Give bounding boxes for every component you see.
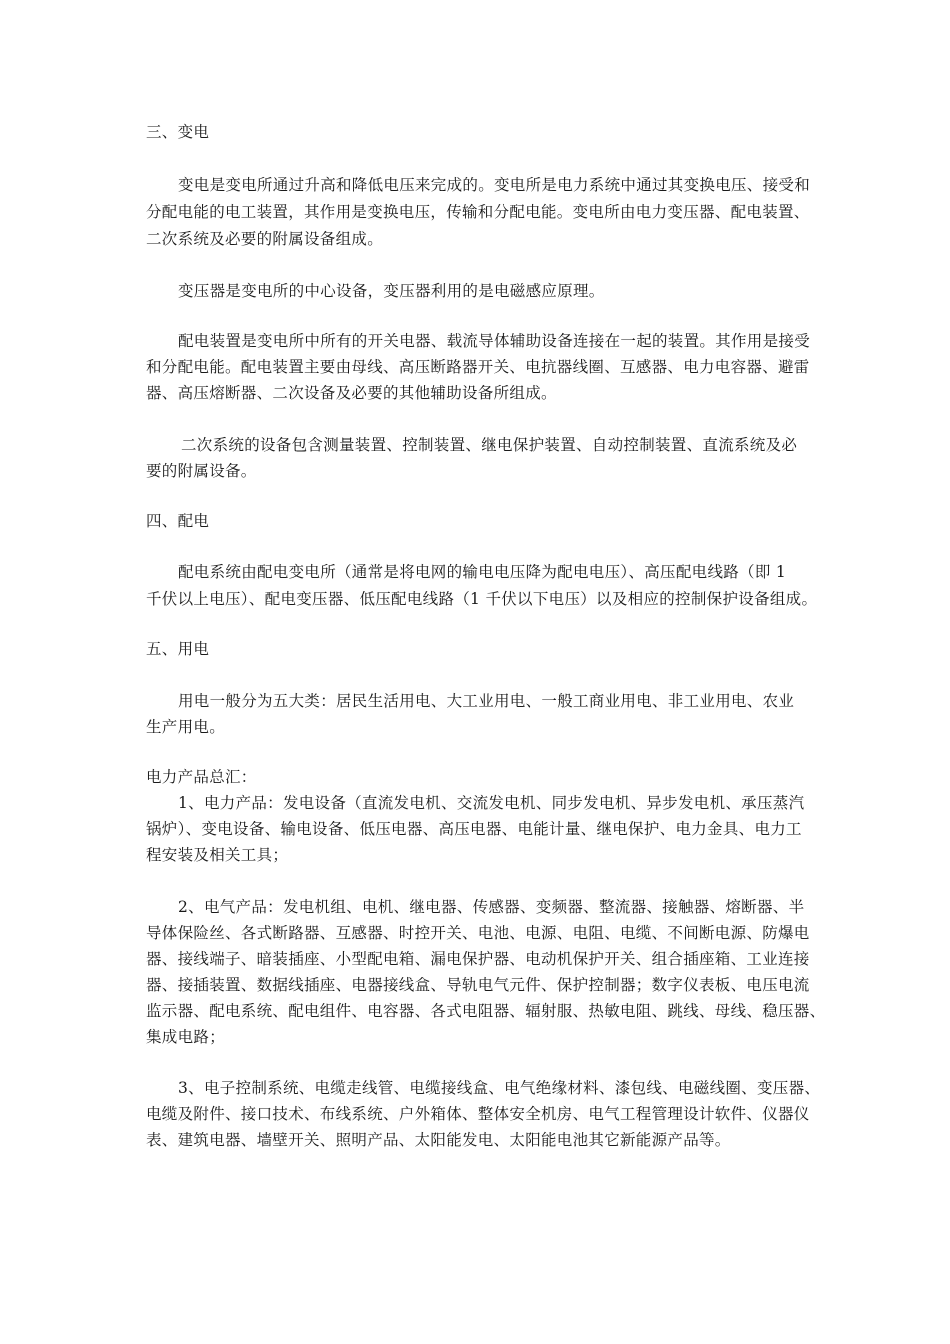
paragraph-line: 千伏以上电压）、配电变压器、低压配电线路（1 千伏以下电压）以及相应的控制保护设备组成。: [146, 590, 818, 608]
paragraph-line: 器、接线端子、暗装插座、小型配电箱、漏电保护器、电动机保护开关、组合插座箱、工业连接: [146, 950, 810, 968]
paragraph-line: 器、接插装置、数据线插座、电器接线盒、导轨电气元件、保护控制器；数字仪表板、电压电流: [146, 976, 810, 994]
paragraph-line: 表、建筑电器、墙壁开关、照明产品、太阳能发电、太阳能电池其它新能源产品等。: [146, 1131, 731, 1149]
paragraph-line: 二次系统及必要的附属设备组成。: [146, 230, 384, 248]
paragraph-line: 生产用电。: [146, 718, 226, 736]
section-heading-substation: 三、变电: [146, 123, 210, 141]
paragraph-line: 导体保险丝、各式断路器、互感器、时控开关、电池、电源、电阻、电缆、不间断电源、防爆电: [146, 924, 810, 942]
paragraph-line: 变电是变电所通过升高和降低电压来完成的。变电所是电力系统中通过其变换电压、接受和: [178, 176, 811, 194]
paragraph-line: 配电装置是变电所中所有的开关电器、载流导体辅助设备连接在一起的装置。其作用是接受: [178, 332, 811, 350]
paragraph-line: 电缆及附件、接口技术、布线系统、户外箱体、整体安全机房、电气工程管理设计软件、仪器仪: [146, 1105, 810, 1123]
section-heading-products: 电力产品总汇：: [146, 768, 257, 786]
paragraph-line: 程安装及相关工具；: [146, 846, 289, 864]
paragraph-line: 2、电气产品：发电机组、电机、继电器、传感器、变频器、整流器、接触器、熔断器、半: [178, 898, 805, 916]
paragraph-line: 器、高压熔断器、二次设备及必要的其他辅助设备所组成。: [146, 384, 557, 402]
section-heading-consumption: 五、用电: [146, 640, 210, 658]
paragraph-line: 1、电力产品：发电设备（直流发电机、交流发电机、同步发电机、异步发电机、承压蒸汽: [178, 794, 805, 812]
paragraph-line: 配电系统由配电变电所（通常是将电网的输电电压降为配电电压）、高压配电线路（即 1: [178, 563, 787, 581]
paragraph-line: 变压器是变电所的中心设备，变压器利用的是电磁感应原理。: [178, 282, 605, 300]
paragraph-line: 锅炉）、变电设备、输电设备、低压电器、高压电器、电能计量、继电保护、电力金具、电力工: [146, 820, 802, 838]
paragraph-line: 和分配电能。配电装置主要由母线、高压断路器开关、电抗器线圈、互感器、电力电容器、避雷: [146, 358, 810, 376]
paragraph-line: 分配电能的电工装置，其作用是变换电压，传输和分配电能。变电所由电力变压器、配电装置、: [146, 203, 810, 221]
paragraph-line: 监示器、配电系统、配电组件、电容器、各式电阻器、辐射服、热敏电阻、跳线、母线、稳压器、: [146, 1002, 826, 1020]
paragraph-line: 要的附属设备。: [146, 462, 257, 480]
paragraph-line: 集成电路；: [146, 1028, 226, 1046]
paragraph-line: 二次系统的设备包含测量装置、控制装置、继电保护装置、自动控制装置、直流系统及必: [181, 436, 798, 454]
paragraph-line: 3、电子控制系统、电缆走线管、电缆接线盒、电气绝缘材料、漆包线、电磁线圈、变压器、: [178, 1079, 821, 1097]
section-heading-distribution: 四、配电: [146, 512, 210, 530]
paragraph-line: 用电一般分为五大类：居民生活用电、大工业用电、一般工商业用电、非工业用电、农业: [178, 692, 795, 710]
